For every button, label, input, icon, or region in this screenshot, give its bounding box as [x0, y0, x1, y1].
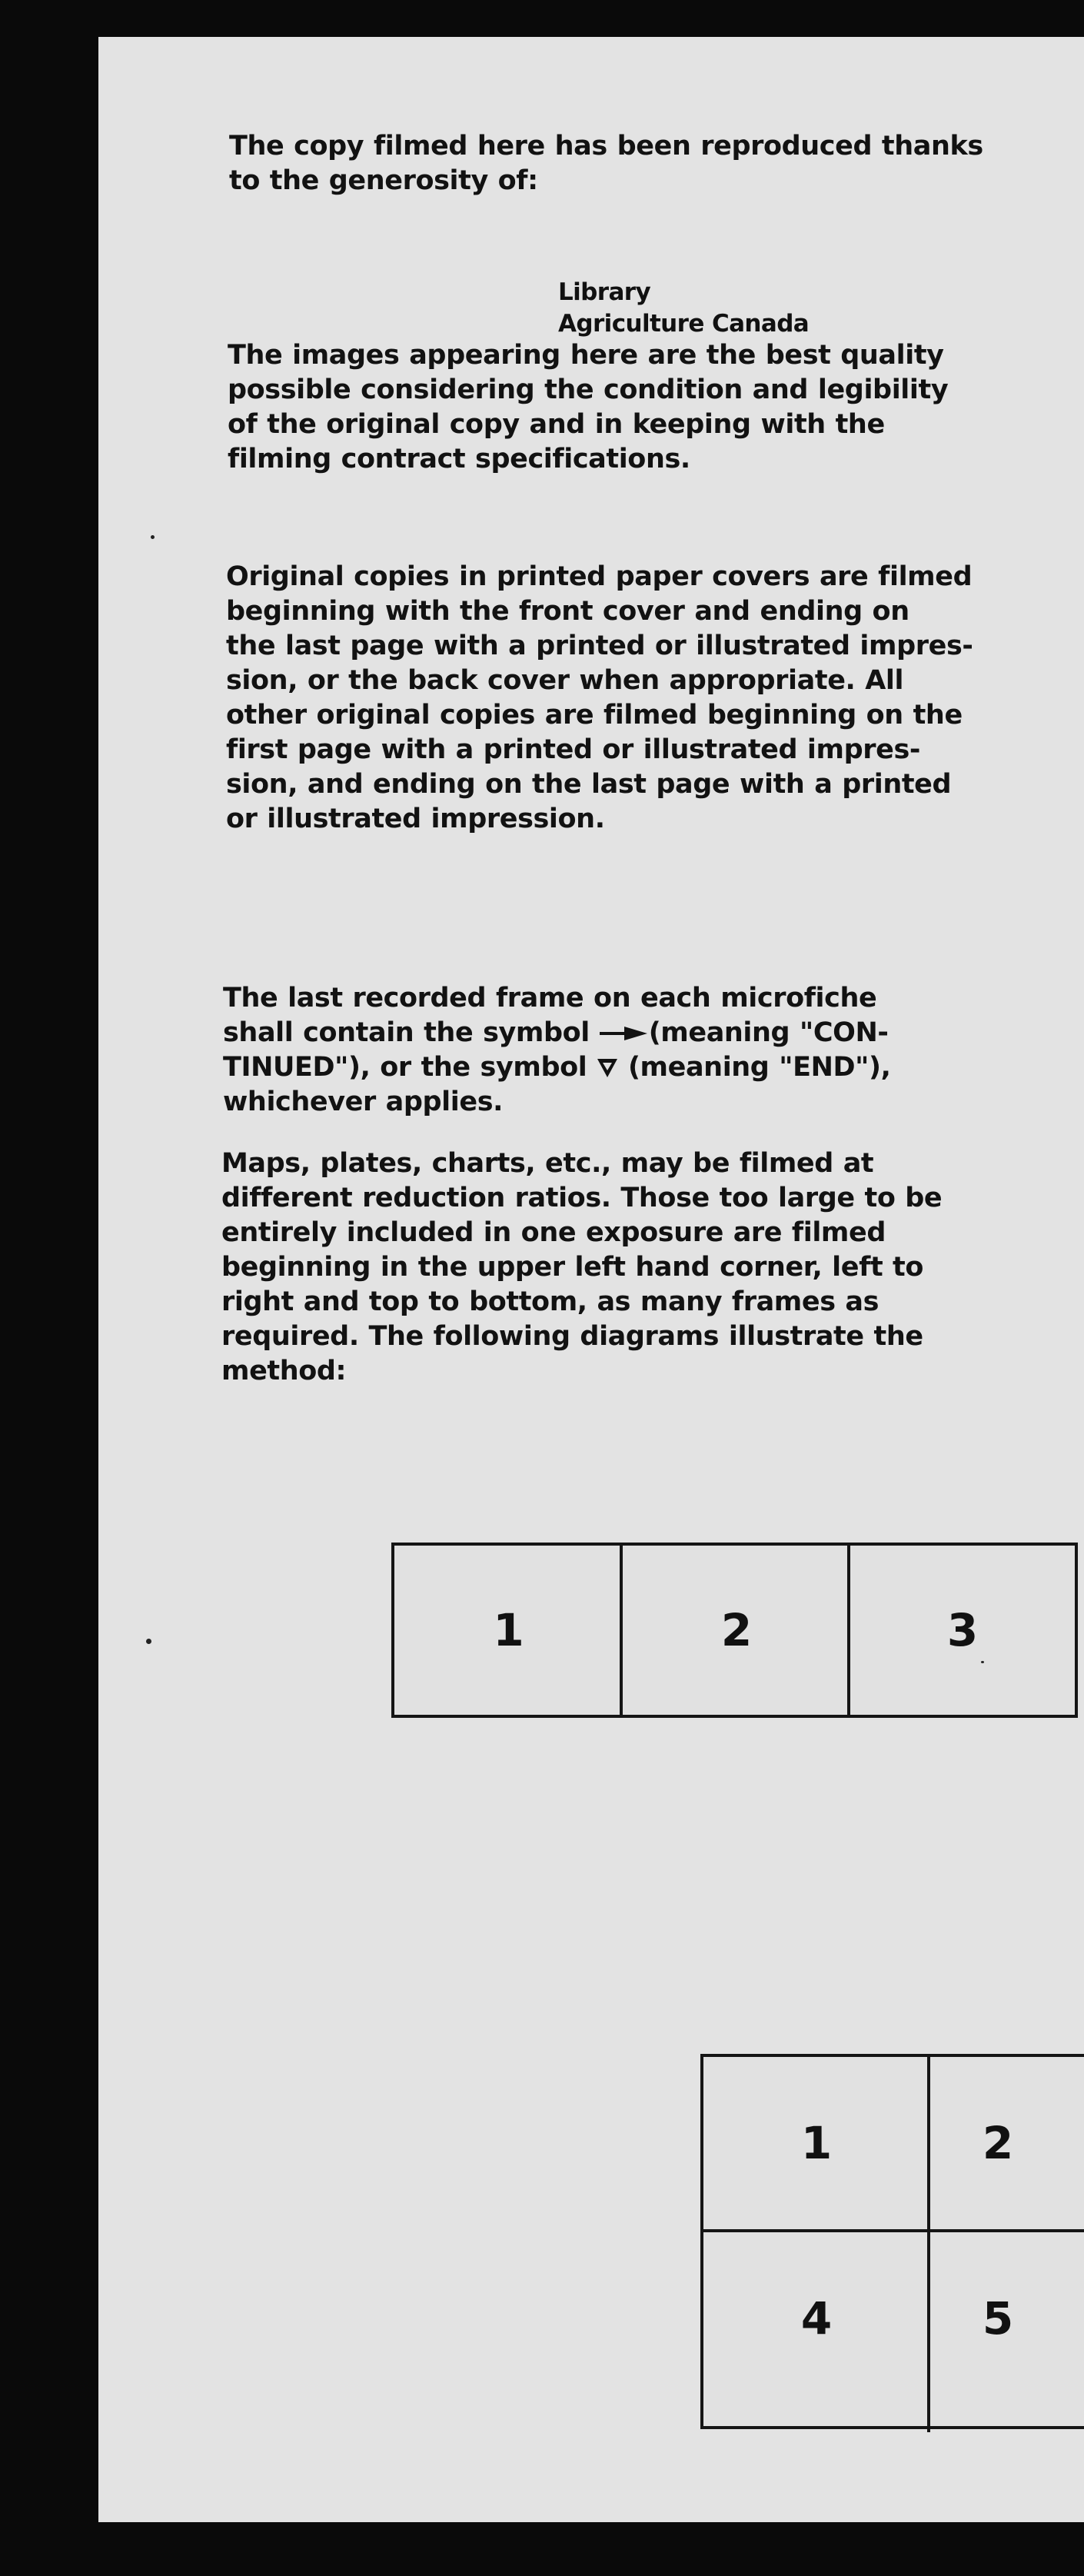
arrow-right-icon — [600, 1025, 649, 1042]
maps-paragraph — [221, 1147, 942, 1389]
text-line: sion, or the back cover when appropriate. All — [226, 665, 904, 696]
text-line: first page with a printed or illustrated impres- — [226, 734, 921, 765]
text-line: sion, and ending on the last page with a printed — [226, 769, 952, 800]
diagram-cell: 1 — [800, 2117, 833, 2169]
text-line: The copy filmed here has been reproduced thanks — [229, 131, 983, 161]
triangle-down-icon — [597, 1057, 618, 1079]
diagram-cell: 5 — [982, 2292, 1014, 2345]
library-organization: Agriculture Canada — [558, 310, 810, 338]
text-line: whichever applies. — [223, 1087, 504, 1117]
quality-paragraph — [228, 338, 948, 477]
library-credit — [558, 277, 809, 340]
text-fragment: TINUED"), or the symbol — [223, 1052, 587, 1083]
diagram-cell: 2 — [720, 1604, 753, 1656]
text-line: beginning with the front cover and ending on — [226, 596, 909, 627]
text-fragment: (meaning "CON- — [648, 1017, 889, 1048]
scan-speck — [151, 535, 155, 539]
library-name: Library — [558, 278, 651, 306]
originals-paragraph — [226, 560, 973, 837]
text-line: The images appearing here are the best quality — [228, 340, 944, 371]
scan-speck — [981, 1661, 984, 1663]
text-line: method: — [221, 1356, 347, 1386]
text-line: filming contract specifications. — [228, 444, 690, 474]
text-fragment: (meaning "END"), — [627, 1052, 891, 1083]
text-fragment: shall contain the symbol — [223, 1017, 590, 1048]
diagram-cell: 4 — [800, 2292, 833, 2345]
divider — [927, 2057, 930, 2432]
text-line: or illustrated impression. — [226, 804, 605, 834]
scan-speck — [146, 1639, 151, 1644]
diagram-row — [391, 1543, 1078, 1718]
text-line: entirely included in one exposure are filmed — [221, 1217, 886, 1248]
text-line: different reduction ratios. Those too large to be — [221, 1183, 943, 1213]
intro-paragraph — [229, 129, 983, 198]
diagram-cell: 1 — [493, 1604, 524, 1656]
divider — [703, 2229, 1084, 2232]
text-line: required. The following diagrams illustrate the — [221, 1321, 923, 1352]
text-line: to the generosity of: — [229, 165, 538, 196]
text-line: The last recorded frame on each microfiche — [223, 983, 877, 1013]
diagram-cell: 2 — [982, 2117, 1014, 2169]
diagram-grid — [700, 2054, 1084, 2429]
text-line: right and top to bottom, as many frames as — [221, 1286, 880, 1317]
text-line: Maps, plates, charts, etc., may be filmed at — [221, 1148, 874, 1179]
document-page — [98, 37, 1084, 2522]
text-line — [223, 1050, 890, 1085]
diagram-cell: 3 — [946, 1604, 979, 1656]
text-line — [223, 1016, 890, 1050]
symbols-paragraph — [223, 981, 890, 1120]
text-line: of the original copy and in keeping with the — [228, 409, 885, 440]
text-line: possible considering the condition and legibility — [228, 374, 949, 405]
text-line: beginning in the upper left hand corner, left to — [221, 1252, 924, 1283]
text-line: other original copies are filmed beginning on the — [226, 700, 963, 731]
text-line: the last page with a printed or illustrated impres- — [226, 631, 973, 661]
text-line: Original copies in printed paper covers are filmed — [226, 561, 973, 592]
